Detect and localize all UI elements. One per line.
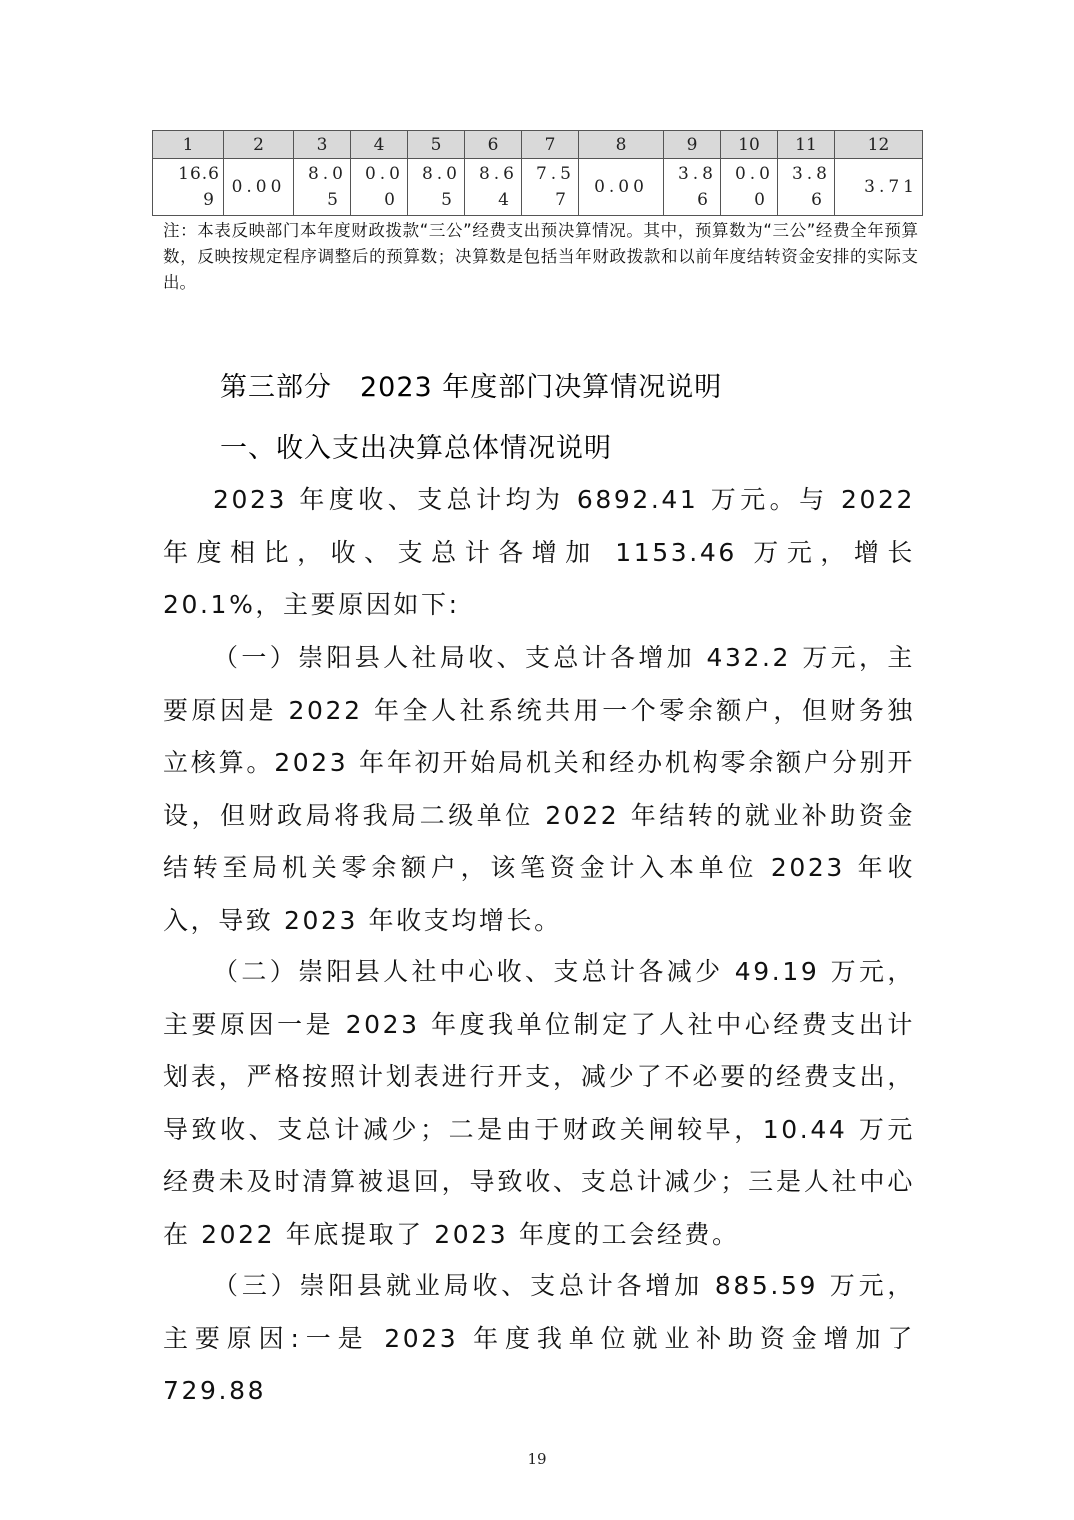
body-paragraph: 2023 年度收、支总计均为 6892.41 万元。与 2022 年度相比，收、支总计各增加 1153.46 万元，增长 20.1%，主要原因如下: [163, 485, 915, 619]
table-value-cell [351, 159, 408, 216]
cell-line: 0.0 [364, 164, 404, 184]
cell-line: 5 [327, 190, 342, 210]
cell-line: 3.8 [791, 164, 831, 184]
table-header-cell: 4 [351, 131, 408, 159]
part-heading [220, 365, 722, 404]
cell-line: 3.8 [677, 164, 717, 184]
body-paragraph: （三）崇阳县就业局收、支总计各增加 885.59 万元，主要原因:一是 2023 年度我单位就业补助资金增加了 729.88 [163, 1271, 915, 1405]
table-header-cell: 9 [664, 131, 721, 159]
table-value-cell [778, 159, 835, 216]
table-header-cell: 7 [522, 131, 579, 159]
body-paragraph-block [163, 474, 915, 632]
cell-line: 9 [203, 190, 215, 210]
cell-line: 8.0 [307, 164, 347, 184]
table-value-cell [522, 159, 579, 216]
section-heading: 一、收入支出决算总体情况说明 [220, 433, 612, 464]
table-value-cell: 3.71 [835, 159, 923, 216]
table-value-cell [153, 159, 224, 216]
cell-line: 7 [555, 190, 570, 210]
cell-line: 0 [754, 190, 769, 210]
body-paragraph-block [163, 632, 915, 947]
table-value-cell: 0.00 [224, 159, 294, 216]
cell-line: 5 [441, 190, 456, 210]
body-paragraph: （一）崇阳县人社局收、支总计各增加 432.2 万元，主要原因是 2022 年全人社系统共用一个零余额户，但财务独立核算。2023 年年初开始局机关和经办机构零余额户分别开设，但财政局将我局二级单位 2022 年结转的就业补助资金结转至局机关零余额户，该笔资金计入本单位 2023 年收入，导致 2023 年收支均增长。 [163, 643, 915, 935]
cell-line: 7.5 [535, 164, 575, 184]
cell-line: 8.0 [421, 164, 461, 184]
cell-line: 0 [384, 190, 399, 210]
three-public-expenses-table [152, 130, 923, 216]
body-paragraph-block [163, 1260, 915, 1418]
table-header-cell: 3 [294, 131, 351, 159]
part-heading-title: 2023 年度部门决算情况说明 [360, 372, 723, 403]
table-note: 注：本表反映部门本年度财政拨款“三公”经费支出预决算情况。其中，预算数为“三公”经费全年预算数，反映按规定程序调整后的预算数；决算数是包括当年财政拨款和以前年度结转资金安排的实际支出。 [163, 221, 918, 292]
table-header-cell: 11 [778, 131, 835, 159]
table-header-cell: 8 [579, 131, 664, 159]
cell-line: 8.6 [478, 164, 518, 184]
part-heading-label: 第三部分 [220, 372, 332, 403]
table-value-cell [465, 159, 522, 216]
table-header-cell: 6 [465, 131, 522, 159]
cell-line: 0.0 [734, 164, 774, 184]
cell-line: 4 [498, 190, 513, 210]
table-header-row [153, 131, 923, 159]
table-header-cell: 1 [153, 131, 224, 159]
cell-line: 6 [811, 190, 826, 210]
table-value-cell [664, 159, 721, 216]
table-value-cell [408, 159, 465, 216]
body-paragraph: （二）崇阳县人社中心收、支总计各减少 49.19 万元，主要原因一是 2023 年度我单位制定了人社中心经费支出计划表，严格按照计划表进行开支，减少了不必要的经费支出，导致收、支总计减少；二是由于财政关闸较早，10.44 万元经费未及时清算被退回，导致收、支总计减少；三是人社中心在 2022 年底提取了 2023 年度的工会经费。 [163, 957, 915, 1249]
table-value-row [153, 159, 923, 216]
body-paragraph-block [163, 946, 915, 1261]
page-number: 19 [527, 1450, 547, 1468]
cell-line: 6 [697, 190, 712, 210]
table-header-cell: 12 [835, 131, 923, 159]
table-value-cell: 0.00 [579, 159, 664, 216]
table-value-cell [721, 159, 778, 216]
table-header-cell: 10 [721, 131, 778, 159]
table-value-cell [294, 159, 351, 216]
table-header-cell: 2 [224, 131, 294, 159]
table-header-cell: 5 [408, 131, 465, 159]
cell-line: 16.6 [178, 164, 220, 184]
